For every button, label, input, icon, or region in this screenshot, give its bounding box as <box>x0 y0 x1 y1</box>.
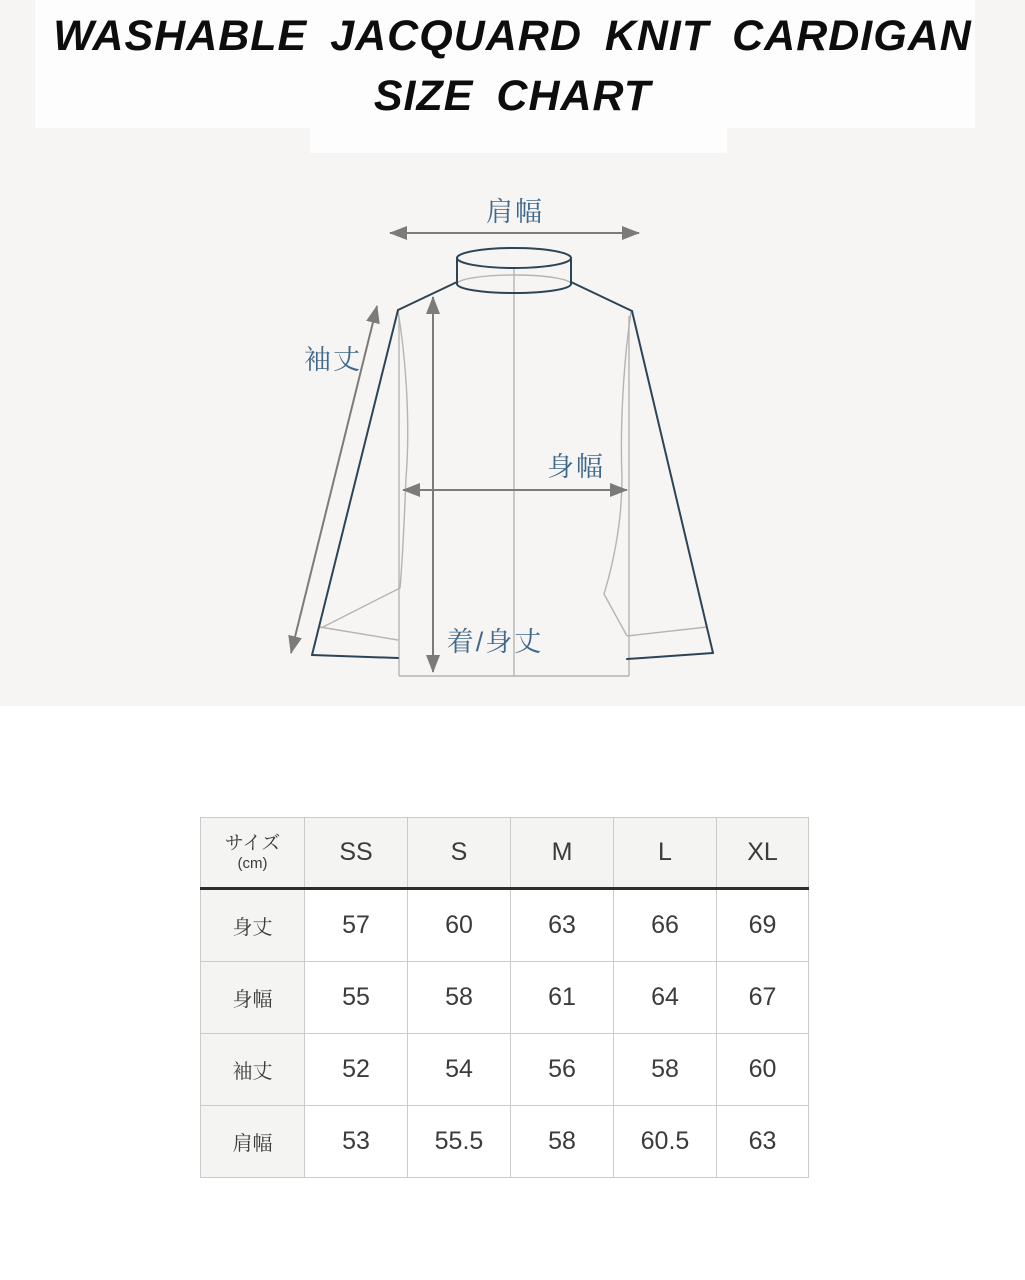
table-row-body-length <box>201 889 809 962</box>
cell-value: 60 <box>717 1034 809 1106</box>
cell-value: 60 <box>408 889 511 962</box>
length-label: 着/身丈 <box>446 627 544 657</box>
cell-value: 55 <box>305 962 408 1034</box>
right-shoulder-line <box>571 282 632 311</box>
corner-unit-label: サイズ <box>224 833 281 854</box>
size-table <box>200 817 809 1178</box>
cell-value: 53 <box>305 1106 408 1178</box>
cell-value: 55.5 <box>408 1106 511 1178</box>
garment-secondary-lines <box>320 268 707 676</box>
left-shoulder-line <box>398 282 457 310</box>
cell-value: 52 <box>305 1034 408 1106</box>
measurement-labels <box>304 197 605 657</box>
row-label: 身丈 <box>201 889 305 962</box>
cell-value: 56 <box>511 1034 614 1106</box>
cell-value: 63 <box>717 1106 809 1178</box>
sleeve-length-label: 袖丈 <box>304 345 362 375</box>
cell-value: 66 <box>614 889 717 962</box>
column-header-m: M <box>511 818 614 889</box>
right-sleeve-outer-edge <box>632 311 713 653</box>
corner-unit-cm: (cm) <box>237 855 268 872</box>
collar-top-ellipse <box>457 248 571 268</box>
table-row-sleeve-length <box>201 1034 809 1106</box>
cell-value: 58 <box>408 962 511 1034</box>
row-label: 身幅 <box>201 962 305 1034</box>
column-header-l: L <box>614 818 717 889</box>
shoulder-width-label: 肩幅 <box>486 197 544 227</box>
cell-value: 54 <box>408 1034 511 1106</box>
right-cuff-bottom-edge <box>627 653 713 659</box>
cell-value: 67 <box>717 962 809 1034</box>
cell-value: 64 <box>614 962 717 1034</box>
body-width-label: 身幅 <box>547 452 605 482</box>
cell-value: 58 <box>511 1106 614 1178</box>
size-table-container <box>200 817 809 1178</box>
column-header-ss: SS <box>305 818 408 889</box>
table-row-shoulder-width <box>201 1106 809 1178</box>
cell-value: 57 <box>305 889 408 962</box>
row-label: 袖丈 <box>201 1034 305 1106</box>
table-corner-cell <box>201 818 305 889</box>
column-header-s: S <box>408 818 511 889</box>
cell-value: 69 <box>717 889 809 962</box>
row-label: 肩幅 <box>201 1106 305 1178</box>
left-cuff-top-line <box>320 627 398 640</box>
right-cuff-top-line <box>627 627 707 636</box>
page-title-line2: SIZE CHART <box>373 72 652 120</box>
cell-value: 63 <box>511 889 614 962</box>
cell-value: 58 <box>614 1034 717 1106</box>
table-row-body-width <box>201 962 809 1034</box>
cell-value: 61 <box>511 962 614 1034</box>
column-header-xl: XL <box>717 818 809 889</box>
right-armhole-seam-line <box>604 312 631 636</box>
table-header-row <box>201 818 809 889</box>
garment-outline <box>312 248 713 659</box>
cell-value: 60.5 <box>614 1106 717 1178</box>
left-cuff-bottom-edge <box>312 655 398 658</box>
page-title-line1: WASHABLE JACQUARD KNIT CARDIGAN <box>53 12 972 60</box>
